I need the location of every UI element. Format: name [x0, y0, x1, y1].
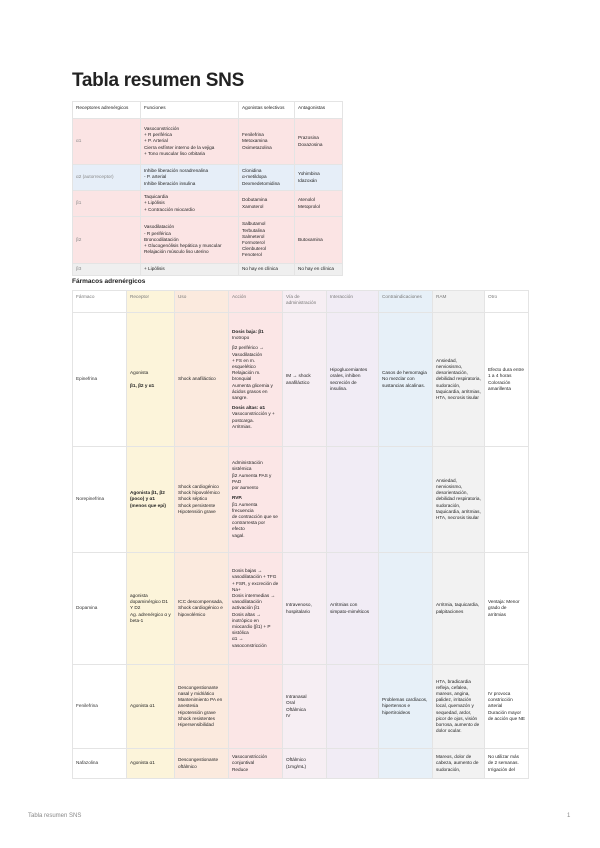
receptor-cell: β3: [73, 264, 141, 276]
via-cell: [283, 313, 327, 447]
table-header-row: [73, 291, 529, 313]
via-cell: [283, 447, 327, 553]
via-cell: [283, 749, 327, 779]
cell-line: Doxazosina: [298, 141, 323, 147]
table-header: Receptor: [127, 291, 175, 313]
antagonistas-cell: [295, 217, 343, 264]
cell-line: Vasoconstricción conjuntival: [232, 754, 268, 766]
cell-line: Atenolol: [298, 197, 315, 203]
cell-line: Dosis bajas → vasodilatación + TFG: [232, 568, 277, 580]
farmaco-cell: Norepinefrina: [73, 447, 127, 553]
ram-cell: [433, 313, 485, 447]
cell-line: vagal.: [232, 532, 245, 538]
funciones-cell: [141, 165, 239, 191]
cell-line: - R periférica: [144, 230, 171, 236]
cell-line: Relajación m. bronquial: [232, 370, 261, 382]
cell-line: Shock cardiogénico: [178, 483, 219, 489]
receptor-cell: [127, 665, 175, 749]
uso-cell: [175, 313, 229, 447]
receptor-cell: [127, 313, 175, 447]
table-header: Vía de administración: [283, 291, 327, 313]
cell-line: por aumento: [232, 485, 259, 491]
cell-line: Agonista α1: [130, 760, 155, 766]
cell-line: Xamoterol: [242, 203, 264, 209]
table-header: Acción: [229, 291, 283, 313]
table-header-row: [73, 102, 343, 119]
accion-cell: [229, 665, 283, 749]
funciones-cell: [141, 264, 239, 276]
accion-cell: [229, 313, 283, 447]
ram-cell: [433, 749, 485, 779]
receptor-cell: α1: [73, 119, 141, 165]
cell-line: Intranasal: [286, 694, 307, 700]
cell-line: Ag. adrenérgico α y beta-1: [130, 611, 171, 623]
table-row: [73, 264, 343, 276]
farmaco-cell: Fenilefrina: [73, 665, 127, 749]
cell-line: Inotropo: [232, 335, 250, 341]
receptor-summary-table: [72, 101, 343, 276]
funciones-cell: [141, 119, 239, 165]
cell-line: + FS en m. esquelético: [232, 357, 256, 369]
cell-line: α1 → vasoconstricción: [232, 636, 267, 648]
cell-line: Inhibe liberación insulina: [144, 180, 196, 186]
cell-line: Relajación músculo liso uterino: [144, 249, 209, 255]
cell-line: β2 periférico → Vasodilatación: [232, 345, 264, 357]
cell-line: Hipotensión grave: [178, 709, 216, 715]
cell-line: Descongestionante nasal y midriático: [178, 684, 219, 696]
cell-line: Duración mayor de acción que NE: [488, 709, 526, 721]
otro-cell: [485, 749, 529, 779]
cell-line: Taquicardia: [144, 194, 168, 200]
table-row: [73, 217, 343, 264]
cell-line: Ventaja: Menor grado de arritmias: [488, 599, 520, 617]
cell-line: Shock resistentes: [178, 715, 215, 721]
cell-line: Aumenta glicemia y ácidos grasos en sangre.: [232, 382, 273, 400]
cell-line: + Glucogenólisis hepática y muscular: [144, 243, 222, 249]
cell-line: Clenbuterol: [242, 246, 266, 252]
cell-line: Dobutamina: [242, 197, 268, 203]
cell-line: β1 Aumenta frecuencia: [232, 501, 258, 513]
contraindicaciones-cell: [379, 553, 433, 665]
table-row: [73, 447, 529, 553]
cell-line: Intravenoso, hospitalario: [286, 602, 312, 614]
antagonistas-cell: [295, 165, 343, 191]
farmaco-cell: Nafazolina: [73, 749, 127, 779]
accion-cell: [229, 749, 283, 779]
cell-line: Dosis intermedias → vasodilatación activación β1: [232, 592, 276, 611]
otro-cell: [485, 553, 529, 665]
table-header: Fármaco: [73, 291, 127, 313]
cell-line: Shock cardiogénico e hipovolémico: [178, 605, 223, 617]
cell-line: Coloración amarillenta: [488, 379, 511, 391]
farmaco-cell: Dopamina: [73, 553, 127, 665]
table-header: Interacción: [327, 291, 379, 313]
contraindicaciones-cell: [379, 447, 433, 553]
table-row: [73, 665, 529, 749]
otro-cell: [485, 313, 529, 447]
action-heading: Dosis baja: β1: [232, 328, 264, 334]
cell-line: α-metildopa: [242, 174, 267, 180]
cell-line: + Lipólisis: [144, 266, 165, 272]
accion-cell: [229, 447, 283, 553]
cell-line: Shock anafiláctico: [178, 376, 216, 382]
cell-line: Cierra esfínter interno de la vejiga: [144, 144, 215, 150]
cell-line: β1, β2 y α1: [130, 382, 155, 388]
cell-line: Ansiedad, nerviosismo, desorientación, debilidad respiratoria, sudoración, taquicardia, arritmias, HTA, necrosis tisular: [436, 357, 481, 400]
cell-line: + FSR, y excreción de Na+: [232, 580, 279, 592]
cell-line: Salbutamol: [242, 221, 266, 227]
cell-line: Ansiedad, nerviosismo, desorientación, debilidad respiratoria, sudoración, taquicardia, arritmias, HTA, necrosis tisular: [436, 477, 481, 520]
uso-cell: [175, 447, 229, 553]
cell-line: Agonista α1: [130, 703, 155, 709]
table-header: Funciones: [141, 102, 239, 119]
cell-line: Shock persistente: [178, 502, 216, 508]
page-number: 1: [567, 813, 571, 819]
drug-table: [72, 290, 529, 779]
table-header: RAM: [433, 291, 485, 313]
cell-line: Fenilefrina: [242, 132, 264, 138]
page-title: Tabla resumen SNS: [72, 70, 244, 91]
cell-line: + R periférica: [144, 132, 173, 138]
cell-line: + Tono muscular liso orbitaria: [144, 150, 206, 156]
cell-line: No utilizar más de 2 semanas. Irrigación del: [488, 754, 519, 772]
interaccion-cell: [327, 553, 379, 665]
receptor-cell: β1: [73, 191, 141, 217]
cell-line: No hay en clínica: [298, 266, 334, 272]
cell-line: Prazosina: [298, 135, 319, 141]
cell-line: Hipersensibilidad: [178, 722, 214, 727]
cell-line: Mareos, dolor de cabeza, aumento de sudoración,: [436, 754, 479, 772]
cell-line: Oftálmico: [286, 757, 306, 763]
cell-line: Terbutalina: [242, 227, 265, 233]
antagonistas-cell: [295, 264, 343, 276]
receptor-cell: α2 (autorreceptor): [73, 165, 141, 191]
farmaco-cell: Epinefrina: [73, 313, 127, 447]
agonistas-cell: [239, 165, 295, 191]
cell-line: No hay en clínica: [242, 266, 278, 272]
cell-line: Butoxamina: [298, 236, 323, 242]
cell-line: IM → shock anafiláctico: [286, 373, 311, 385]
table-row: [73, 749, 529, 779]
contraindicaciones-cell: [379, 665, 433, 749]
cell-line: HTA, bradicardia refleja, cefalea, mareos, angina, palidez, irritación local, quemazón y sequedad, ardor, picor de ojos, visión borrosa, aumento de dolor ocular.: [436, 678, 480, 734]
cell-line: de contracción que se: [232, 513, 278, 519]
otro-cell: [485, 665, 529, 749]
cell-line: Vasodilatación: [144, 224, 175, 230]
cell-line: Casos de hemorragia: [382, 370, 427, 376]
funciones-cell: [141, 191, 239, 217]
cell-line: Descongestionante oftálmico: [178, 757, 219, 769]
uso-cell: [175, 749, 229, 779]
cell-line: Vasoconstricción y + postcarga.: [232, 411, 275, 423]
ram-cell: [433, 553, 485, 665]
cell-line: Administración sistémica: [232, 460, 263, 472]
cell-line: - P. arterial: [144, 174, 167, 180]
cell-line: + Contracción miocardio: [144, 206, 195, 212]
table-header: Agonistas selectivos: [239, 102, 295, 119]
cell-line: Mantenimiento PA en anestesia: [178, 697, 223, 709]
cell-line: + Lipólisis: [144, 200, 165, 206]
interaccion-cell: [327, 665, 379, 749]
cell-line: Hipotensión grave: [178, 508, 216, 514]
receptor-cell: [127, 749, 175, 779]
ram-cell: [433, 665, 485, 749]
cell-line: Reduce: [232, 766, 249, 772]
contraindicaciones-cell: [379, 313, 433, 447]
cell-line: Salmeterol: [242, 233, 265, 239]
cell-line: Agonista β1, β2 (poco) y α1 (menos que epi): [130, 490, 166, 508]
receptor-cell: β2: [73, 217, 141, 264]
ram-cell: [433, 447, 485, 553]
interaccion-cell: [327, 749, 379, 779]
uso-cell: [175, 665, 229, 749]
table-header: Otro: [485, 291, 529, 313]
cell-line: Idazoxán: [298, 177, 318, 183]
receptor-cell: [127, 553, 175, 665]
uso-cell: [175, 553, 229, 665]
cell-line: Oftálmica: [286, 706, 306, 712]
cell-line: (1mg/mL): [286, 763, 307, 769]
table-row: [73, 191, 343, 217]
agonistas-cell: [239, 264, 295, 276]
table-header: Uso: [175, 291, 229, 313]
table-row: [73, 553, 529, 665]
cell-line: Shock hipovolémico: [178, 490, 220, 496]
cell-line: Efecto dura entre 1 a 4 horas: [488, 367, 524, 379]
table-header: Antagonistas: [295, 102, 343, 119]
cell-line: Metoxamina: [242, 138, 268, 144]
cell-line: Arritmia, taquicardia, palpitaciones: [436, 602, 479, 614]
action-heading: Dosis altas: α1: [232, 405, 266, 411]
cell-line: Clonidina: [242, 168, 262, 174]
antagonistas-cell: [295, 119, 343, 165]
cell-line: IV provoca constricción arterial: [488, 690, 513, 709]
agonistas-cell: [239, 217, 295, 264]
cell-line: Metoprolol: [298, 203, 320, 209]
via-cell: [283, 665, 327, 749]
funciones-cell: [141, 217, 239, 264]
interaccion-cell: [327, 313, 379, 447]
agonistas-cell: [239, 191, 295, 217]
cell-line: Dosis altas → inotrópico en miocardio (β1) + P sistólica: [232, 611, 271, 636]
cell-line: Hipoglucemiantes orales, inhiben secreción de insulina.: [330, 367, 368, 391]
cell-line: Oral: [286, 700, 295, 706]
section-title: Fármacos adrenérgicos: [72, 278, 146, 285]
cell-line: Agonista: [130, 370, 149, 376]
cell-line: Fenoterol: [242, 252, 262, 258]
cell-line: β2 Aumenta PAS y PAD: [232, 472, 272, 484]
table-header: Receptores adrenérgicos: [73, 102, 141, 119]
cell-line: Broncodilatación: [144, 236, 179, 242]
cell-line: IV: [286, 712, 291, 718]
antagonistas-cell: [295, 191, 343, 217]
table-row: [73, 313, 529, 447]
contraindicaciones-cell: [379, 749, 433, 779]
cell-line: agonista dopaminérgico D1 Y D2: [130, 592, 169, 611]
table-row: [73, 119, 343, 165]
accion-cell: [229, 553, 283, 665]
receptor-cell: [127, 447, 175, 553]
interaccion-cell: [327, 447, 379, 553]
table-row: [73, 165, 343, 191]
cell-line: Vasoconstricción: [144, 125, 180, 131]
cell-line: Shock séptico: [178, 496, 208, 502]
cell-line: Problemas cardíacos, hipertensos e hipertiroideos: [382, 697, 428, 715]
cell-line: ICC descompensada,: [178, 599, 224, 605]
action-heading: RVP.: [232, 495, 243, 501]
cell-line: contrarresta por efecto: [232, 520, 266, 532]
via-cell: [283, 553, 327, 665]
cell-line: No mezclar con sustancias alcalinas.: [382, 376, 425, 388]
footer-title: Tabla resumen SNS: [28, 813, 82, 819]
cell-line: Arritmias.: [232, 423, 252, 429]
agonistas-cell: [239, 119, 295, 165]
cell-line: Inhibe liberación noradrenalina: [144, 168, 209, 174]
cell-line: + P. Arterial: [144, 138, 168, 144]
cell-line: Oximetazolina: [242, 144, 272, 150]
cell-line: Formoterol: [242, 240, 265, 245]
table-header: Contraindicaciones: [379, 291, 433, 313]
cell-line: Arritmias con simpato-miméticos: [330, 602, 370, 614]
cell-line: Dexmedetomidina: [242, 180, 280, 186]
cell-line: Yohimbina: [298, 171, 320, 177]
otro-cell: [485, 447, 529, 553]
